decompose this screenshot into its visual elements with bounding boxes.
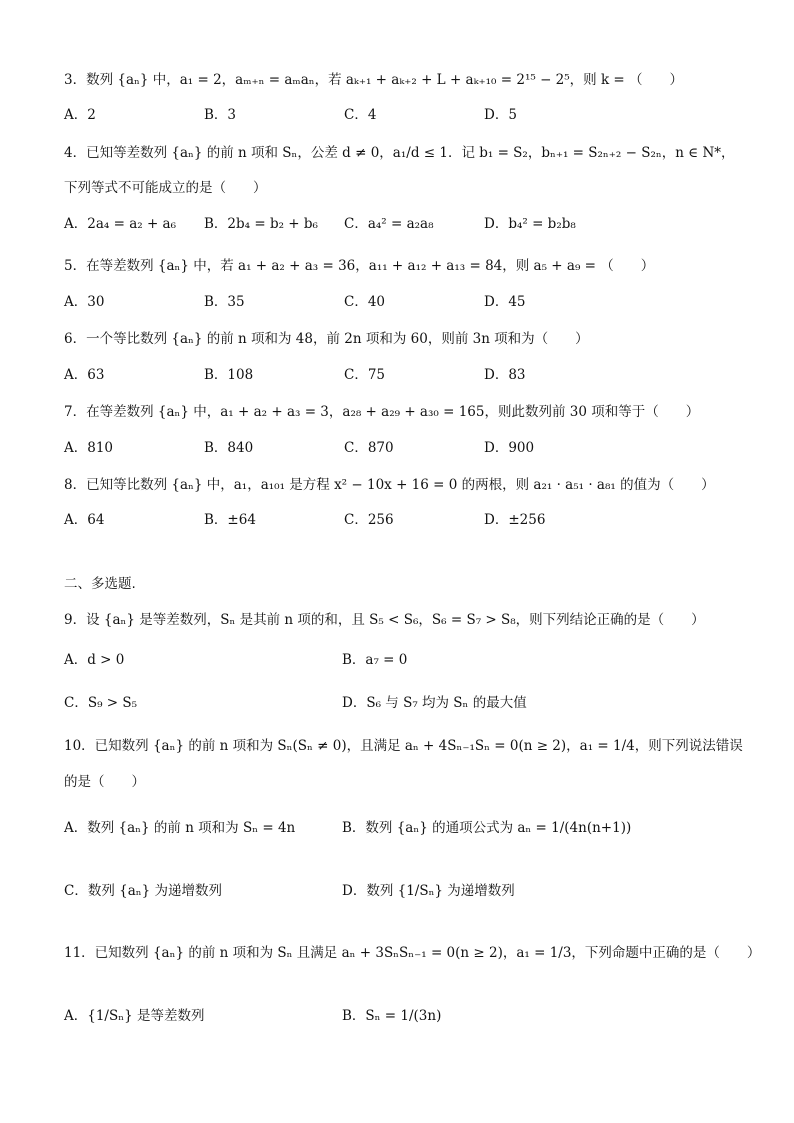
- q6-option-c: C．75: [344, 367, 386, 383]
- q8-option-a: A．64: [64, 512, 105, 528]
- q4-option-d: D．b₄² = b₂b₈: [484, 216, 576, 232]
- q9-option-d: D．S₆ 与 S₇ 均为 Sₙ 的最大值: [342, 695, 527, 711]
- q10-option-b: B．数列 {aₙ} 的通项公式为 aₙ = 1/(4n(n+1)): [342, 820, 632, 836]
- question-4-stem-continued: 下列等式不可能成立的是（ ）: [64, 180, 267, 196]
- q11-option-b: B．Sₙ = 1/(3n): [342, 1008, 442, 1024]
- question-3-stem: 3．数列 {aₙ} 中，a₁ = 2，aₘ₊ₙ = aₘaₙ，若 aₖ₊₁ + aₖ₊₂ + L + aₖ₊₁₀ = 2¹⁵ − 2⁵，则 k = （ ）: [64, 72, 684, 88]
- section-heading: 二、多选题.: [64, 576, 136, 592]
- q8-option-c: C．256: [344, 512, 394, 528]
- q9-option-c: C．S₉ > S₅: [64, 695, 138, 711]
- q6-option-d: D．83: [484, 367, 526, 383]
- q3-option-d: D．5: [484, 107, 517, 123]
- q6-option-a: A．63: [64, 367, 105, 383]
- q5-option-c: C．40: [344, 294, 386, 310]
- q7-option-d: D．900: [484, 440, 535, 456]
- q7-option-a: A．810: [64, 440, 114, 456]
- q4-option-c: C．a₄² = a₂a₈: [344, 216, 434, 232]
- q3-option-c: C．4: [344, 107, 377, 123]
- question-8-stem: 8．已知等比数列 {aₙ} 中，a₁，a₁₀₁ 是方程 x² − 10x + 16 = 0 的两根，则 a₂₁ · a₅₁ · a₈₁ 的值为（ ）: [64, 477, 715, 493]
- q5-option-d: D．45: [484, 294, 526, 310]
- q9-option-b: B．a₇ = 0: [342, 652, 408, 668]
- q5-option-b: B．35: [204, 294, 245, 310]
- q9-option-a: A．d > 0: [64, 652, 125, 668]
- q7-option-c: C．870: [344, 440, 394, 456]
- question-5-stem: 5．在等差数列 {aₙ} 中，若 a₁ + a₂ + a₃ = 36，a₁₁ + a₁₂ + a₁₃ = 84，则 a₅ + a₉ = （ ）: [64, 258, 655, 274]
- q10-option-a: A．数列 {aₙ} 的前 n 项和为 Sₙ = 4n: [64, 820, 296, 836]
- question-10-stem: 10．已知数列 {aₙ} 的前 n 项和为 Sₙ(Sₙ ≠ 0)，且满足 aₙ + 4Sₙ₋₁Sₙ = 0(n ≥ 2)，a₁ = 1/4，则下列说法错误: [64, 738, 743, 754]
- q3-option-a: A．2: [64, 107, 96, 123]
- q7-option-b: B．840: [204, 440, 254, 456]
- question-11-stem: 11．已知数列 {aₙ} 的前 n 项和为 Sₙ 且满足 aₙ + 3SₙSₙ₋₁ = 0(n ≥ 2)，a₁ = 1/3，下列命题中正确的是（ ）: [64, 945, 761, 961]
- q3-option-b: B．3: [204, 107, 237, 123]
- q11-option-a: A．{1/Sₙ} 是等差数列: [64, 1008, 205, 1024]
- question-9-stem: 9．设 {aₙ} 是等差数列，Sₙ 是其前 n 项的和，且 S₅ < S₆，S₆ = S₇ > S₈，则下列结论正确的是（ ）: [64, 612, 705, 628]
- question-7-stem: 7．在等差数列 {aₙ} 中，a₁ + a₂ + a₃ = 3，a₂₈ + a₂₉ + a₃₀ = 165，则此数列前 30 项和等于（ ）: [64, 404, 700, 420]
- q8-option-b: B．±64: [204, 512, 256, 528]
- q10-option-c: C．数列 {aₙ} 为递增数列: [64, 883, 222, 899]
- question-6-stem: 6．一个等比数列 {aₙ} 的前 n 项和为 48，前 2n 项和为 60，则前 3n 项和为（ ）: [64, 331, 589, 347]
- q4-option-a: A．2a₄ = a₂ + a₆: [64, 216, 177, 232]
- q8-option-d: D．±256: [484, 512, 546, 528]
- q4-option-b: B．2b₄ = b₂ + b₆: [204, 216, 318, 232]
- q10-option-d: D．数列 {1/Sₙ} 为递增数列: [342, 883, 515, 899]
- q5-option-a: A．30: [64, 294, 105, 310]
- q6-option-b: B．108: [204, 367, 254, 383]
- question-10-stem-continued: 的是（ ）: [64, 774, 145, 790]
- question-4-stem: 4．已知等差数列 {aₙ} 的前 n 项和 Sₙ，公差 d ≠ 0，a₁/d ≤ 1．记 b₁ = S₂，bₙ₊₁ = S₂ₙ₊₂ − S₂ₙ，n ∈ N*，: [64, 145, 735, 161]
